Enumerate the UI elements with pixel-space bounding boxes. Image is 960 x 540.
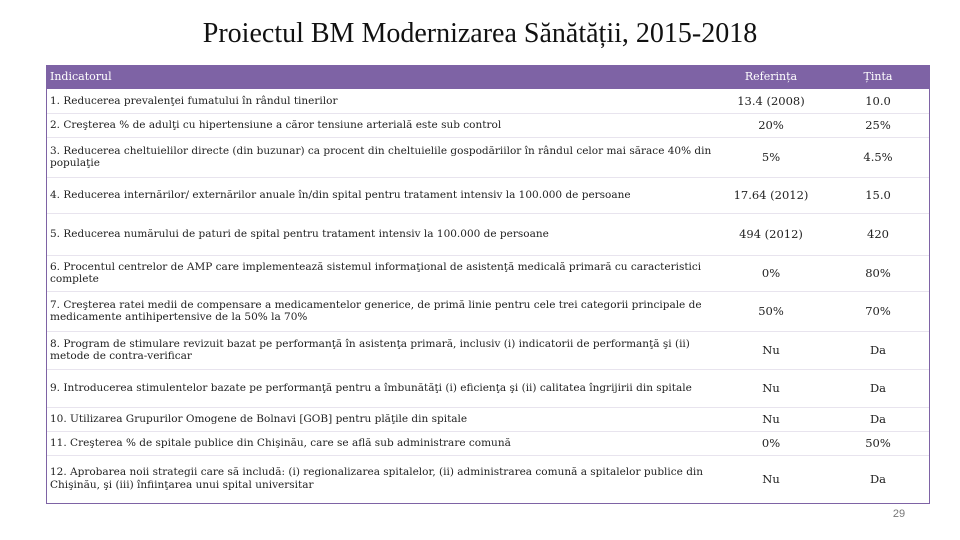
header-reference: Referința xyxy=(716,65,826,89)
indicator-cell: 11. Creşterea % de spitale publice din Chişinău, care se află sub administrare comună xyxy=(50,436,511,449)
reference-cell: 494 (2012) xyxy=(739,226,803,241)
table-row xyxy=(46,407,930,431)
table-row xyxy=(46,331,930,369)
reference-cell: Nu xyxy=(762,380,780,395)
table-row xyxy=(46,113,930,137)
indicator-cell: 9. Introducerea stimulentelor bazate pe performanţă pentru a îmbunătăţi (i) eficienţa şi (ii) calitatea îngrijirii din spitale xyxy=(50,381,692,394)
indicator-cell: 6. Procentul centrelor de AMP care implementează sistemul informaţional de asistenţă medicală primară cu caracteristici complete xyxy=(50,260,702,285)
reference-cell: Nu xyxy=(762,471,780,486)
target-cell: Da xyxy=(869,411,887,426)
indicator-cell: 1. Reducerea prevalenţei fumatului în rândul tinerilor xyxy=(50,94,338,107)
reference-cell: Nu xyxy=(762,411,780,426)
header-target: Ținta xyxy=(826,65,930,89)
target-cell: 420 xyxy=(867,226,889,241)
reference-cell: 0% xyxy=(761,435,781,450)
target-cell: 80% xyxy=(865,265,891,280)
indicator-cell: 4. Reducerea internărilor/ externărilor anuale în/din spital pentru tratament intensiv la 100.000 de persoane xyxy=(50,188,631,201)
indicator-cell: 12. Aprobarea noii strategii care să includă: (i) regionalizarea spitalelor, (ii) administrarea comună a spitalelor publice din Chişinău, şi (iii) înfiinţarea unui spital universitar xyxy=(50,466,704,491)
target-cell: 10.0 xyxy=(865,93,891,108)
target-cell: 25% xyxy=(865,117,891,132)
indicator-cell: 10. Utilizarea Grupurilor Omogene de Bolnavi [GOB] pentru plăţile din spitale xyxy=(50,412,468,425)
target-cell: Da xyxy=(869,471,887,486)
table-row xyxy=(46,455,930,502)
table-row xyxy=(46,213,930,255)
slide-title: Proiectul BM Modernizarea Sănătății, 2015-2018 xyxy=(202,18,758,49)
table-header-row xyxy=(46,65,930,89)
target-cell: 70% xyxy=(865,303,891,318)
reference-cell: Nu xyxy=(762,342,780,357)
reference-cell: 13.4 (2008) xyxy=(737,93,805,108)
reference-cell: 0% xyxy=(761,265,781,280)
table-row xyxy=(46,177,930,213)
target-cell: 4.5% xyxy=(863,149,893,164)
indicator-cell: 7. Creşterea ratei medii de compensare a medicamentelor generice, de primă linie pentru cele trei categorii principale de medicamente antihipertensive de la 50% la 70% xyxy=(50,298,702,323)
reference-cell: 50% xyxy=(758,303,784,318)
header-indicator: Indicatorul xyxy=(46,65,716,89)
target-cell: 15.0 xyxy=(865,187,891,202)
indicators-table xyxy=(46,65,930,502)
indicator-cell: 3. Reducerea cheltuielilor directe (din buzunar) ca procent din cheltuielile gospodăriilor în rândul celor mai sărace 40% din populaţie xyxy=(50,144,712,169)
table-row xyxy=(46,291,930,331)
indicator-cell: 2. Creşterea % de adulţi cu hipertensiune a căror tensiune arterială este sub control xyxy=(50,118,502,131)
reference-cell: 17.64 (2012) xyxy=(733,187,809,202)
table-row xyxy=(46,137,930,177)
reference-cell: 20% xyxy=(758,117,784,132)
target-cell: Da xyxy=(869,380,887,395)
indicator-cell: 5. Reducerea numărului de paturi de spital pentru tratament intensiv la 100.000 de persoane xyxy=(50,227,549,240)
indicator-cell: 8. Program de stimulare revizuit bazat pe performanţă în asistenţa primară, inclusiv (i) indicatorii de performanţă şi (ii) metode de contra-verificar xyxy=(50,337,690,362)
table-row xyxy=(46,255,930,291)
table-row xyxy=(46,369,930,407)
target-cell: 50% xyxy=(865,435,891,450)
reference-cell: 5% xyxy=(761,149,781,164)
target-cell: Da xyxy=(869,342,887,357)
page-number: 29 xyxy=(892,508,906,520)
table-row xyxy=(46,89,930,113)
table-row xyxy=(46,431,930,455)
